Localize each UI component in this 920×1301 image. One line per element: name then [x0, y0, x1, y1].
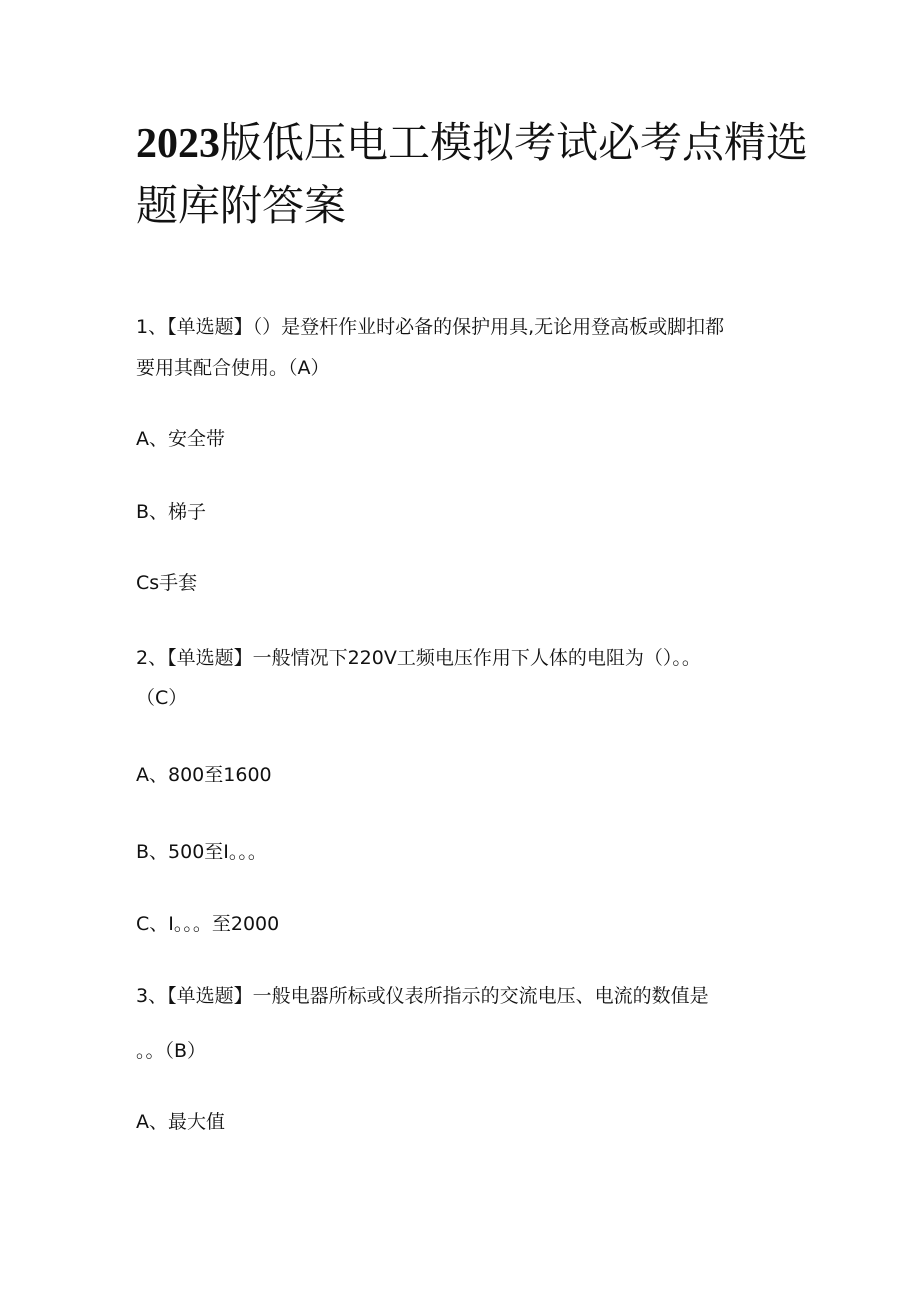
document-title: [136, 112, 816, 237]
question-3-option-a: A、最大值: [136, 1111, 225, 1133]
question-1-option-a: A、安全带: [136, 428, 225, 450]
question-2-text-line-2: （C）: [136, 687, 188, 709]
question-3-text-line-2: 。。（B）: [136, 1040, 207, 1062]
question-2-text-line-1: 2、【单选题】一般情况下220V工频电压作用下人体的电阻为（）。。: [136, 647, 701, 669]
question-3-text-line-1: 3、【单选题】一般电器所标或仪表所指示的交流电压、电流的数值是: [136, 985, 709, 1007]
question-2-option-c: C、I。。。至2000: [136, 913, 280, 935]
question-1-text-line-2: 要用其配合使用。（A）: [136, 357, 330, 379]
question-1-option-c: Cs手套: [136, 572, 198, 594]
question-1-text-line-1: 1、【单选题】（）是登杆作业时必备的保护用具,无论用登高板或脚扣都: [136, 316, 725, 338]
question-2-option-a: A、800至1600: [136, 764, 272, 786]
document-title-text: 版低压电工模拟考试必考点精选题库附答案: [136, 118, 809, 230]
document-title-year: 2023: [136, 121, 220, 167]
question-2-option-b: B、500至I。。。: [136, 841, 267, 863]
question-1-option-b: B、梯子: [136, 501, 207, 523]
